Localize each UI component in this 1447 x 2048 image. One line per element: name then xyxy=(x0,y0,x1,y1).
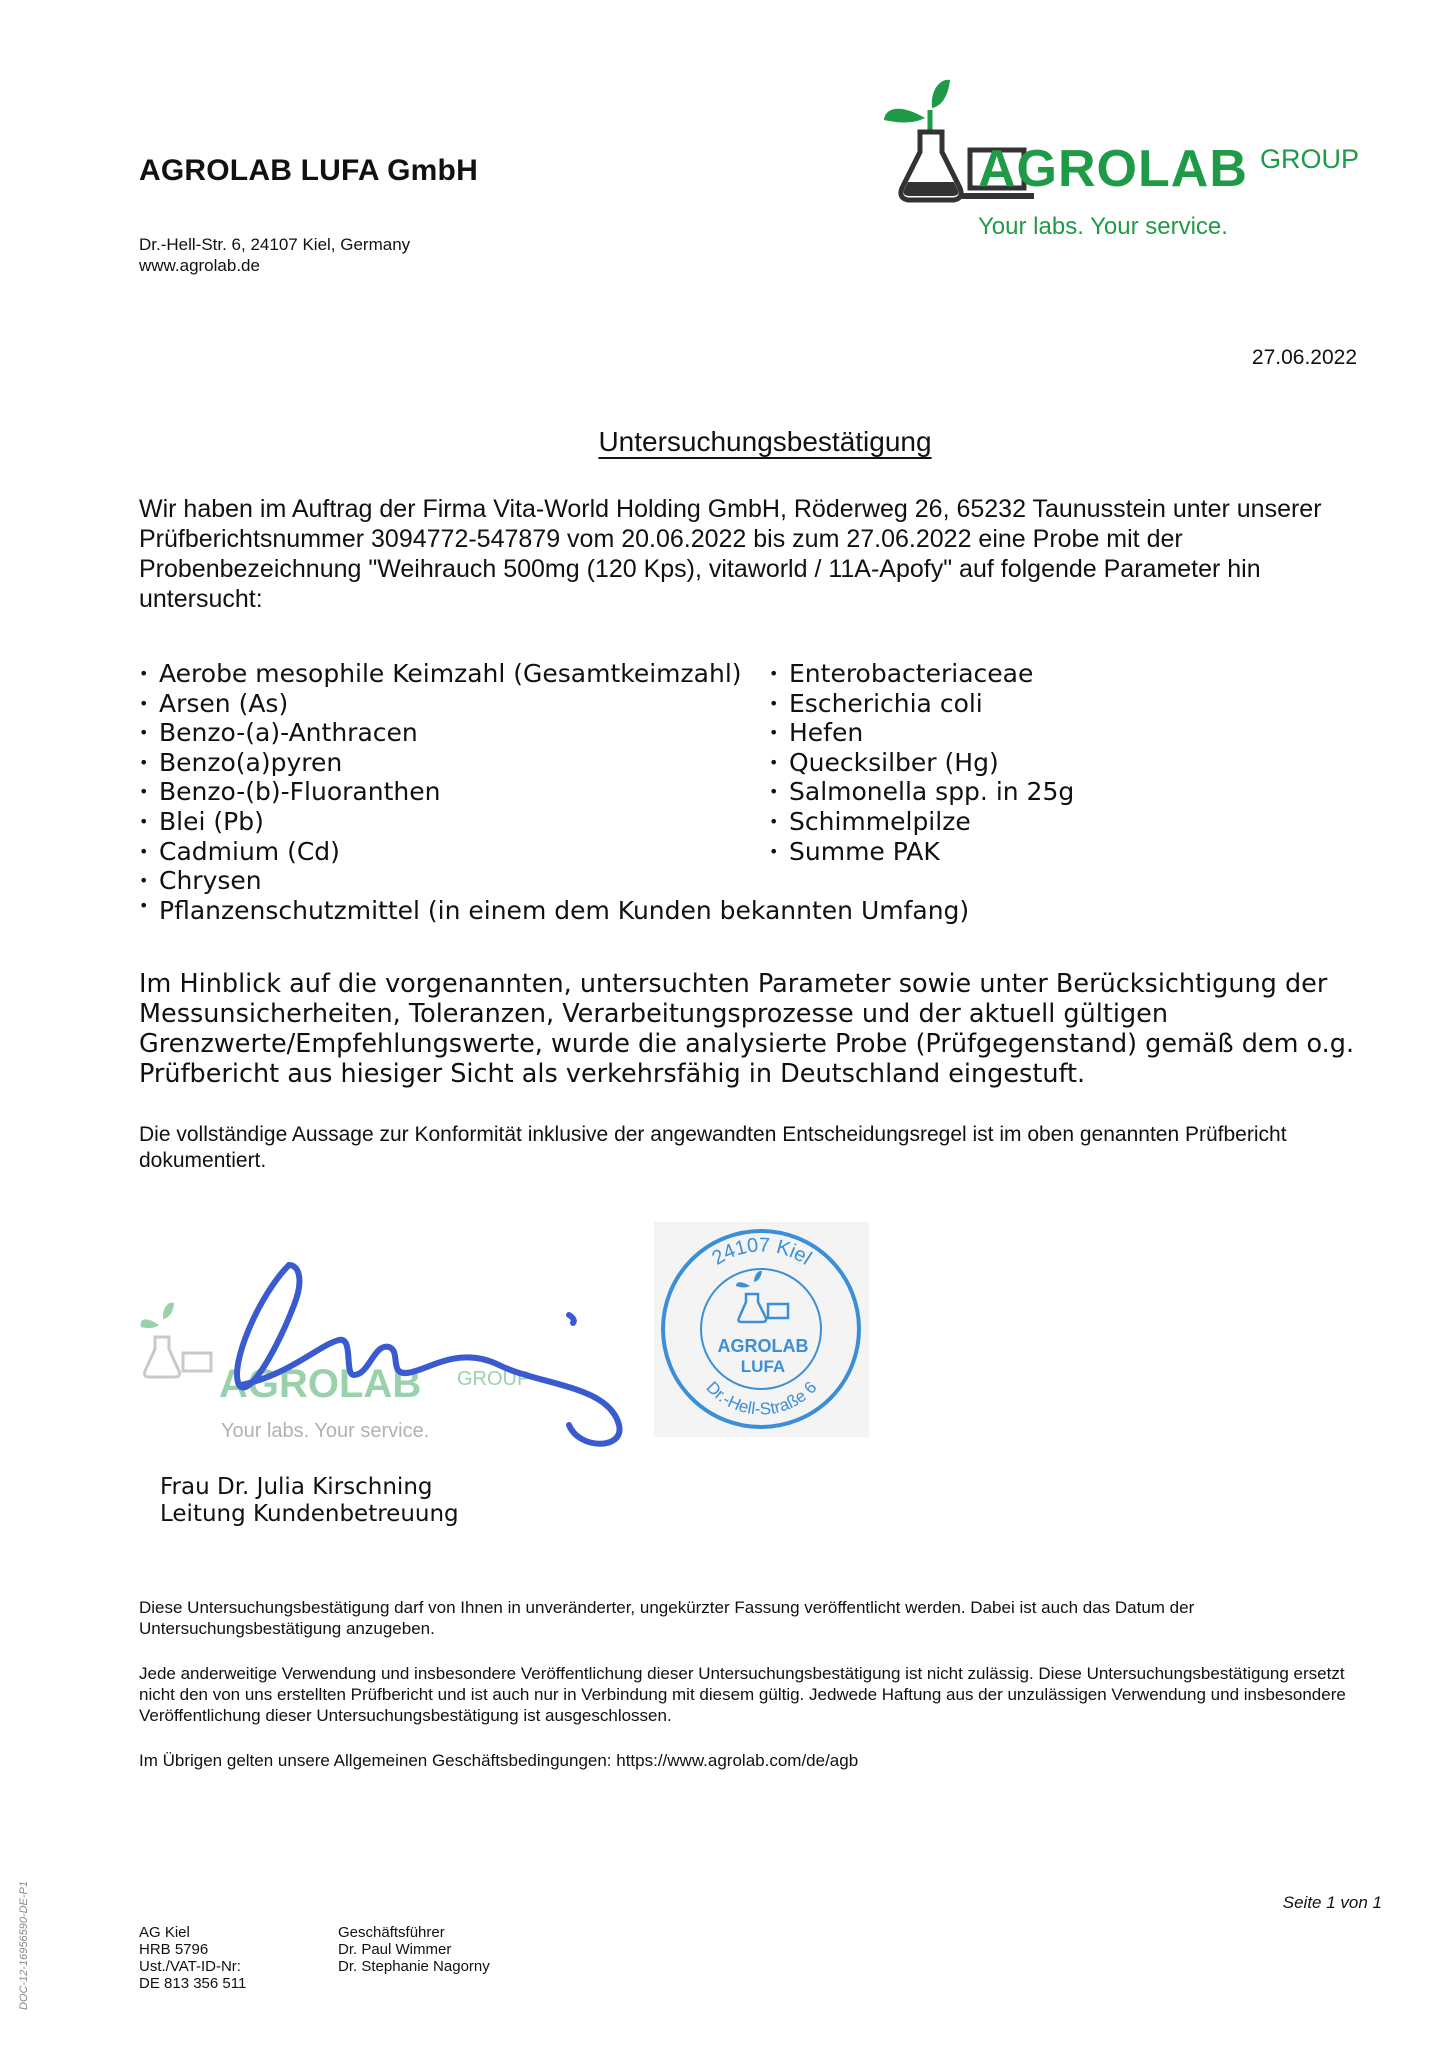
signer-role: Leitung Kundenbetreuung xyxy=(160,1501,459,1527)
parameter-item: • Quecksilber (Hg) xyxy=(769,748,1359,778)
footer-line: Ust./VAT-ID-Nr: xyxy=(139,1958,241,1975)
footer-line: DE 813 356 511 xyxy=(139,1975,247,1992)
footer-management xyxy=(338,1924,490,1975)
parameter-item: • Summe PAK xyxy=(769,837,1359,867)
footer-registry xyxy=(139,1924,246,1992)
signer-name: Frau Dr. Julia Kirschning xyxy=(160,1474,433,1500)
disclaimer-usage: Jede anderweitige Verwendung und insbesondere Veröffentlichung dieser Untersuchungsbestätigung ist nicht zulässig. Diese Untersuchungsbestätigung ersetzt nicht den von uns erstellten Prüfbericht und ist auch nur in Verbindung mit diesem gültig. Jedwede Haftung aus der unzulässigen Verwendung und insbesondere Veröffentlichung dieser Untersuchungsbestätigung ist ausgeschlossen. xyxy=(139,1664,1346,1725)
parameter-column-left xyxy=(139,659,769,896)
parameter-item: • Salmonella spp. in 25g xyxy=(769,777,1359,807)
address-line: Dr.-Hell-Str. 6, 24107 Kiel, Germany xyxy=(139,235,411,254)
footer-line: Geschäftsführer xyxy=(338,1924,445,1941)
logo-brand-text: AGROLAB xyxy=(978,140,1248,198)
parameter-item: • Hefen xyxy=(769,718,1359,748)
assessment-paragraph: Im Hinblick auf die vorgenannten, untersuchten Parameter sowie unter Berücksichtigung der Messunsicherheiten, Toleranzen, Verarbeitungsprozesse und der aktuell gültigen Grenzwerte/Empfehlungswerte, wurde die analysierte Probe (Prüfgegenstand) gemäß dem o.g. Prüfbericht aus hiesiger Sicht als verkehrsfähig in Deutschland eingestuft. xyxy=(139,969,1355,1089)
footer-line: AG Kiel xyxy=(139,1924,190,1941)
parameter-item: • Benzo(a)pyren xyxy=(139,748,769,778)
parameter-item: • Arsen (As) xyxy=(139,689,769,719)
parameter-item: • Enterobacteriaceae xyxy=(769,659,1359,689)
parameter-item: • Escherichia coli xyxy=(769,689,1359,719)
document-title: Untersuchungsbestätigung xyxy=(598,426,932,457)
footer-line: Dr. Stephanie Nagorny xyxy=(338,1958,490,1975)
footer-line: HRB 5796 xyxy=(139,1941,209,1958)
signature-image xyxy=(139,1225,649,1455)
stamp-bottom-text: Dr.-Hell-Straße 6 xyxy=(702,1377,821,1419)
parameter-item: • Cadmium (Cd) xyxy=(139,837,769,867)
stamp-name-2: LUFA xyxy=(740,1357,786,1376)
parameter-item: • Schimmelpilze xyxy=(769,807,1359,837)
logo-slogan: Your labs. Your service. xyxy=(978,213,1228,240)
company-address xyxy=(139,234,410,276)
stamp-name-1: AGROLAB xyxy=(717,1336,809,1356)
parameter-item: • Benzo-(b)-Fluoranthen xyxy=(139,777,769,807)
parameter-item: • Chrysen xyxy=(139,866,769,896)
disclaimer-publication: Diese Untersuchungsbestätigung darf von Ihnen in unveränderter, ungekürzter Fassung veröffentlicht werden. Dabei ist auch das Datum der Untersuchungsbestätigung anzugeben. xyxy=(139,1598,1195,1638)
watermark-brand: AGROLAB xyxy=(219,1362,422,1406)
website-link[interactable]: www.agrolab.de xyxy=(139,256,260,275)
watermark-group: GROUP xyxy=(457,1368,531,1390)
conformity-paragraph: Die vollständige Aussage zur Konformität inklusive der angewandten Entscheidungsregel ist im oben genannten Prüfbericht dokumentiert. xyxy=(139,1123,1287,1172)
parameter-item: • Benzo-(a)-Anthracen xyxy=(139,718,769,748)
document-date: 27.06.2022 xyxy=(1251,346,1357,369)
stamp-top-text: 24107 Kiel xyxy=(708,1234,816,1270)
parameter-item: • Aerobe mesophile Keimzahl (Gesamtkeimzahl) xyxy=(139,659,769,689)
document-id: DOC-12-16956590-DE-P1 xyxy=(18,1880,30,2010)
footer-line: Dr. Paul Wimmer xyxy=(338,1941,452,1958)
page-number: Seite 1 von 1 xyxy=(1282,1893,1382,1912)
svg-text:Dr.-Hell-Straße 6 xyxy=(702,1378,820,1419)
parameter-item-wide: • Pflanzenschutzmittel (in einem dem Kunden bekannten Umfang) xyxy=(139,896,969,925)
disclaimer-terms: Im Übrigen gelten unsere Allgemeinen Geschäftsbedingungen: https://www.agrolab.com/de/agb xyxy=(139,1751,859,1770)
official-stamp-image xyxy=(654,1222,869,1437)
parameter-column-right xyxy=(769,659,1359,896)
company-name: AGROLAB LUFA GmbH xyxy=(139,154,478,187)
intro-paragraph: Wir haben im Auftrag der Firma Vita-World Holding GmbH, Röderweg 26, 65232 Taunusstein unter unserer Prüfberichtsnummer 3094772-547879 vom 20.06.2022 bis zum 27.06.2022 eine Probe mit der Probenbezeichnung "Weihrauch 500mg (120 Kps), vitaworld / 11A-Apofy" auf folgende Parameter hin untersucht: xyxy=(139,495,1322,613)
parameter-list xyxy=(139,659,1359,896)
watermark-slogan: Your labs. Your service. xyxy=(221,1420,430,1442)
parameter-item: • Blei (Pb) xyxy=(139,807,769,837)
signer-block xyxy=(160,1474,459,1528)
logo-group-text: GROUP xyxy=(1260,144,1360,174)
